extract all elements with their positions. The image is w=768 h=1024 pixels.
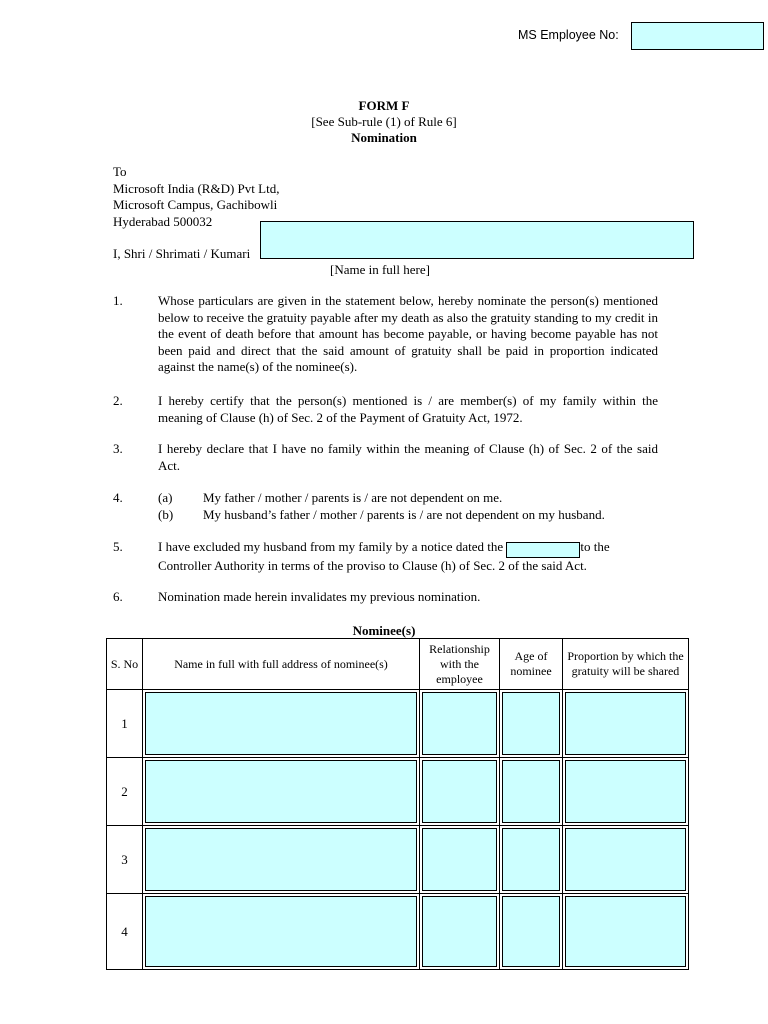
clause-number: 3. (113, 441, 123, 456)
header-proportion: Proportion by which the gratuity will be shared (563, 639, 689, 690)
sub-tag: (b) (158, 506, 174, 522)
clause-4b (158, 507, 658, 524)
clause-number: 2. (113, 393, 123, 408)
header-name: Name in full with full address of nominee(s) (143, 639, 420, 690)
nominee-age-field[interactable] (502, 760, 560, 823)
clause-text: Nomination made herein invalidates my previous nomination. (158, 589, 481, 604)
clause-4a (158, 490, 658, 507)
row-sno: 1 (107, 690, 143, 758)
notice-date-field[interactable] (506, 542, 580, 558)
table-row (107, 894, 689, 970)
row-sno: 2 (107, 758, 143, 826)
nominee-proportion-field[interactable] (565, 760, 686, 823)
clause-6 (113, 589, 658, 606)
nominee-relationship-field[interactable] (422, 692, 497, 755)
nominee-name-field[interactable] (145, 828, 417, 891)
clause-5 (113, 539, 658, 575)
row-sno: 4 (107, 894, 143, 970)
nominee-proportion-field[interactable] (565, 828, 686, 891)
declarant-label: I, Shri / Shrimati / Kumari (113, 246, 251, 261)
row-sno: 3 (107, 826, 143, 894)
clause-3 (113, 441, 658, 474)
nominee-relationship-field[interactable] (422, 760, 497, 823)
form-subtitle: [See Sub-rule (1) of Rule 6] (311, 114, 457, 129)
form-heading: Nomination (351, 130, 417, 145)
declarant-name-hint: [Name in full here] (330, 262, 430, 277)
clause-text-after: to the Controller Authority in terms of the proviso to Clause (h) of Sec. 2 of the said Act. (158, 539, 610, 573)
nominee-age-field[interactable] (502, 896, 560, 967)
table-header-row (107, 639, 689, 690)
nominee-name-field[interactable] (145, 692, 417, 755)
clause-number: 5. (113, 539, 123, 554)
form-title-block (0, 98, 768, 146)
address-line-1: Microsoft India (R&D) Pvt Ltd, (113, 180, 280, 196)
table-row (107, 690, 689, 758)
employee-no-field[interactable] (631, 22, 764, 50)
table-row (107, 826, 689, 894)
form-title: FORM F (358, 98, 410, 113)
sub-text: My husband’s father / mother / parents is / are not dependent on my husband. (203, 506, 605, 522)
address-line-2: Microsoft Campus, Gachibowli (113, 197, 278, 212)
nominee-proportion-field[interactable] (565, 896, 686, 967)
table-row (107, 758, 689, 826)
clause-1 (113, 293, 658, 376)
clause-4 (113, 490, 658, 523)
address-to: To (113, 164, 127, 179)
nominee-relationship-field[interactable] (422, 828, 497, 891)
nominee-name-field[interactable] (145, 896, 417, 967)
sub-tag: (a) (158, 490, 173, 505)
recipient-address (113, 164, 279, 230)
clause-text: I hereby declare that I have no family within the meaning of Clause (h) of Sec. 2 of the said Act. (158, 441, 658, 473)
nominee-age-field[interactable] (502, 828, 560, 891)
clause-text-before: I have excluded my husband from my family by a notice dated the (158, 539, 504, 554)
nominee-name-field[interactable] (145, 760, 417, 823)
nominee-table (106, 638, 689, 970)
sub-text: My father / mother / parents is / are not dependent on me. (203, 490, 503, 505)
clause-text: I hereby certify that the person(s) mentioned is / are member(s) of my family within the meaning of Clause (h) of Sec. 2 of the Payment of Gratuity Act, 1972. (158, 393, 658, 425)
nominee-relationship-field[interactable] (422, 896, 497, 967)
clause-2 (113, 393, 658, 426)
header-relationship: Relationship with the employee (420, 639, 500, 690)
clause-number: 1. (113, 293, 123, 308)
declarant-name-field[interactable] (260, 221, 694, 259)
address-line-3: Hyderabad 500032 (113, 213, 213, 229)
clause-number: 4. (113, 490, 123, 505)
header-age: Age of nominee (500, 639, 563, 690)
employee-no-label: MS Employee No: (518, 28, 619, 42)
header-sno: S. No (107, 639, 143, 690)
nominee-proportion-field[interactable] (565, 692, 686, 755)
nominee-age-field[interactable] (502, 692, 560, 755)
nominees-caption: Nominee(s) (352, 623, 416, 638)
clause-text: Whose particulars are given in the statement below, hereby nominate the person(s) mentioned below to receive the gratuity payable after my death as also the gratuity standing to my credit in the event of death before that amount has become payable, or having become payable has not been paid and direct that the said amount of gratuity shall be paid in proportion indicated against the name(s) of the nominee(s). (158, 293, 658, 374)
clause-number: 6. (113, 589, 123, 604)
